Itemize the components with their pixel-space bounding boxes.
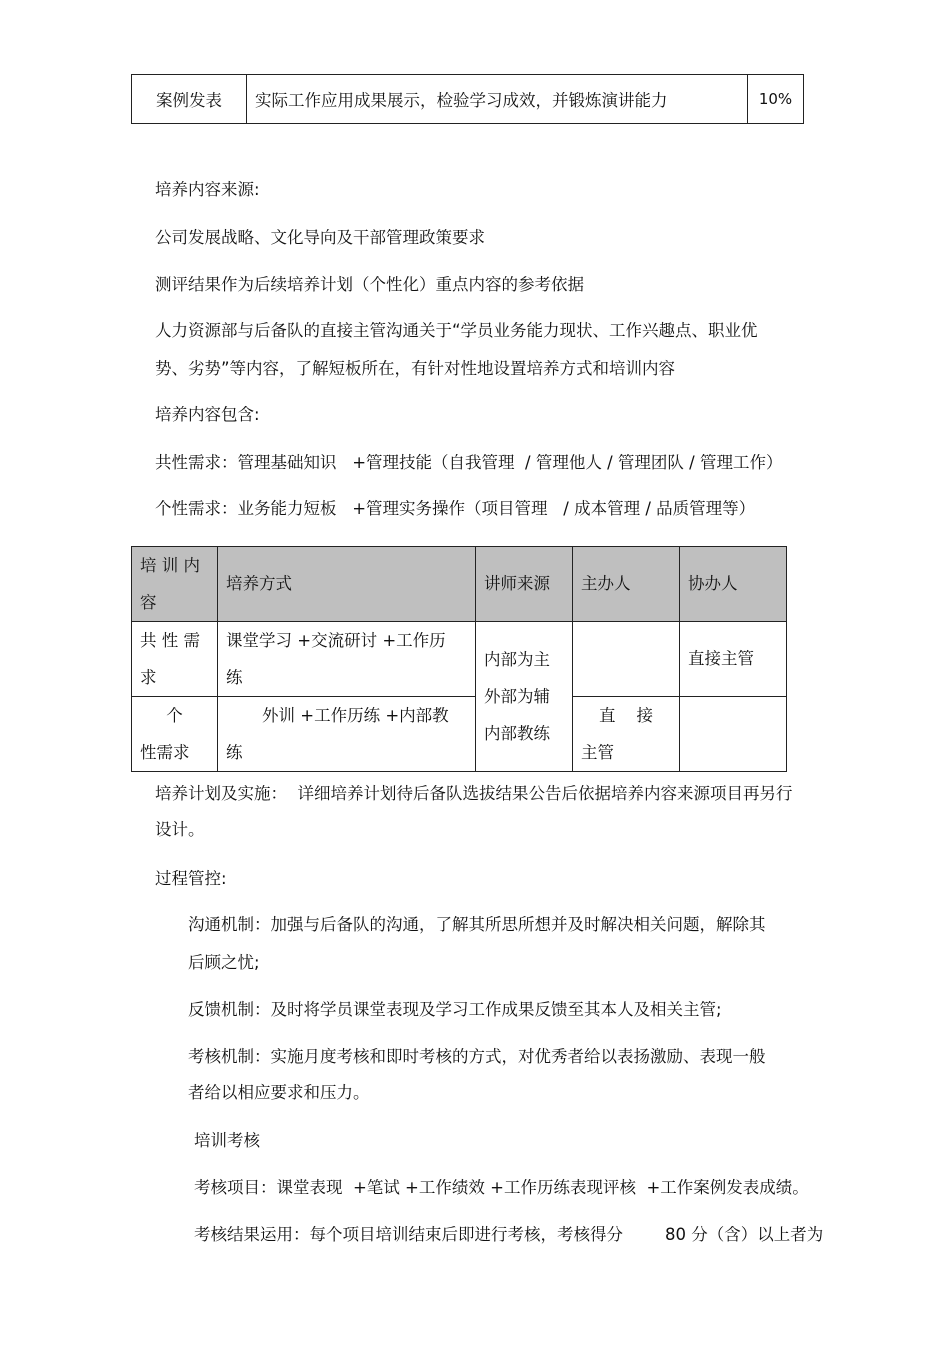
source-item-2: 测评结果作为后续培养计划（个性化）重点内容的参考依据 xyxy=(155,275,584,294)
header-co-organizer: 协办人 xyxy=(680,547,787,622)
header-content-line2: 容 xyxy=(140,593,157,612)
personal-method-cell xyxy=(218,697,476,772)
personal-method-line2: 练 xyxy=(226,743,243,762)
training-method-table xyxy=(131,546,787,772)
personal-organizer-line2: 主管 xyxy=(581,743,614,762)
common-method-line1: 课堂学习 +交流研讨 +工作历 xyxy=(226,631,446,650)
header-organizer: 主办人 xyxy=(573,547,680,622)
comm-mechanism-line2: 后顾之忧; xyxy=(188,953,260,972)
personal-need-text: 个性需求：业务能力短板 +管理实务操作（项目管理 / 成本管理 / 品质管理等） xyxy=(155,499,756,518)
personal-need-line2: 性需求 xyxy=(140,743,190,762)
content-heading: 培养内容包含: xyxy=(155,405,260,424)
assessment-mechanism-line2: 者给以相应要求和压力。 xyxy=(188,1083,370,1102)
process-heading: 过程管控: xyxy=(155,869,227,888)
header-method: 培养方式 xyxy=(218,547,476,622)
table-row xyxy=(132,697,787,772)
common-organizer-cell xyxy=(573,622,680,697)
training-assessment-heading: 培训考核 xyxy=(194,1131,260,1150)
item-cell: 案例发表 xyxy=(132,75,247,124)
lecturer-source-cell xyxy=(476,622,573,772)
source-item-1: 公司发展战略、文化导向及干部管理政策要求 xyxy=(155,228,485,247)
source-item-3-line2: 势、劣势”等内容，了解短板所在，有针对性地设置培养方式和培训内容 xyxy=(155,359,676,378)
personal-need-line1: 个 xyxy=(166,706,183,725)
assessment-mechanism-line1: 考核机制：实施月度考核和即时考核的方式，对优秀者给以表扬激励、表现一般 xyxy=(188,1047,766,1066)
common-need-line2: 求 xyxy=(140,668,157,687)
description-cell: 实际工作应用成果展示，检验学习成效，并锻炼演讲能力 xyxy=(247,75,748,124)
common-need-cell xyxy=(132,622,218,697)
table-row xyxy=(132,75,804,124)
personal-organizer-cell xyxy=(573,697,680,772)
common-method-cell xyxy=(218,622,476,697)
personal-need-cell xyxy=(132,697,218,772)
header-lecturer: 讲师来源 xyxy=(476,547,573,622)
header-content-line1: 培 训 内 xyxy=(140,556,200,575)
lecturer-line1: 内部为主 xyxy=(484,650,550,669)
assessment-result-usage: 考核结果运用：每个项目培训结束后即进行考核，考核得分 80 分（含）以上者为 xyxy=(194,1225,824,1244)
common-method-line2: 练 xyxy=(226,668,243,687)
feedback-mechanism: 反馈机制：及时将学员课堂表现及学习工作成果反馈至其本人及相关主管; xyxy=(188,1000,722,1019)
common-need-text: 共性需求：管理基础知识 +管理技能（自我管理 / 管理他人 / 管理团队 / 管理工作） xyxy=(155,453,783,472)
assessment-items: 考核项目：课堂表现 +笔试 +工作绩效 +工作历练表现评核 +工作案例发表成绩。 xyxy=(194,1178,809,1197)
common-need-line1: 共 性 需 xyxy=(140,631,200,650)
personal-organizer-line1: 直 接 xyxy=(599,706,653,725)
plan-line2: 设计。 xyxy=(155,820,205,839)
lecturer-line2: 外部为辅 xyxy=(484,687,550,706)
table-header-row xyxy=(132,547,787,622)
weight-cell: 10% xyxy=(748,75,804,124)
evaluation-weight-table xyxy=(131,74,804,124)
lecturer-line3: 内部教练 xyxy=(484,724,550,743)
personal-method-line1: 外训 +工作历练 +内部教 xyxy=(262,706,449,725)
source-heading: 培养内容来源: xyxy=(155,180,260,199)
source-item-3-line1: 人力资源部与后备队的直接主管沟通关于“学员业务能力现状、工作兴趣点、职业优 xyxy=(155,321,758,340)
plan-line1: 培养计划及实施： 详细培养计划待后备队选拔结果公告后依据培养内容来源项目再另行 xyxy=(155,784,793,803)
comm-mechanism-line1: 沟通机制：加强与后备队的沟通，了解其所思所想并及时解决相关问题，解除其 xyxy=(188,915,766,934)
table-row xyxy=(132,622,787,697)
header-content xyxy=(132,547,218,622)
personal-co-organizer-cell xyxy=(680,697,787,772)
common-co-organizer-cell: 直接主管 xyxy=(680,622,787,697)
